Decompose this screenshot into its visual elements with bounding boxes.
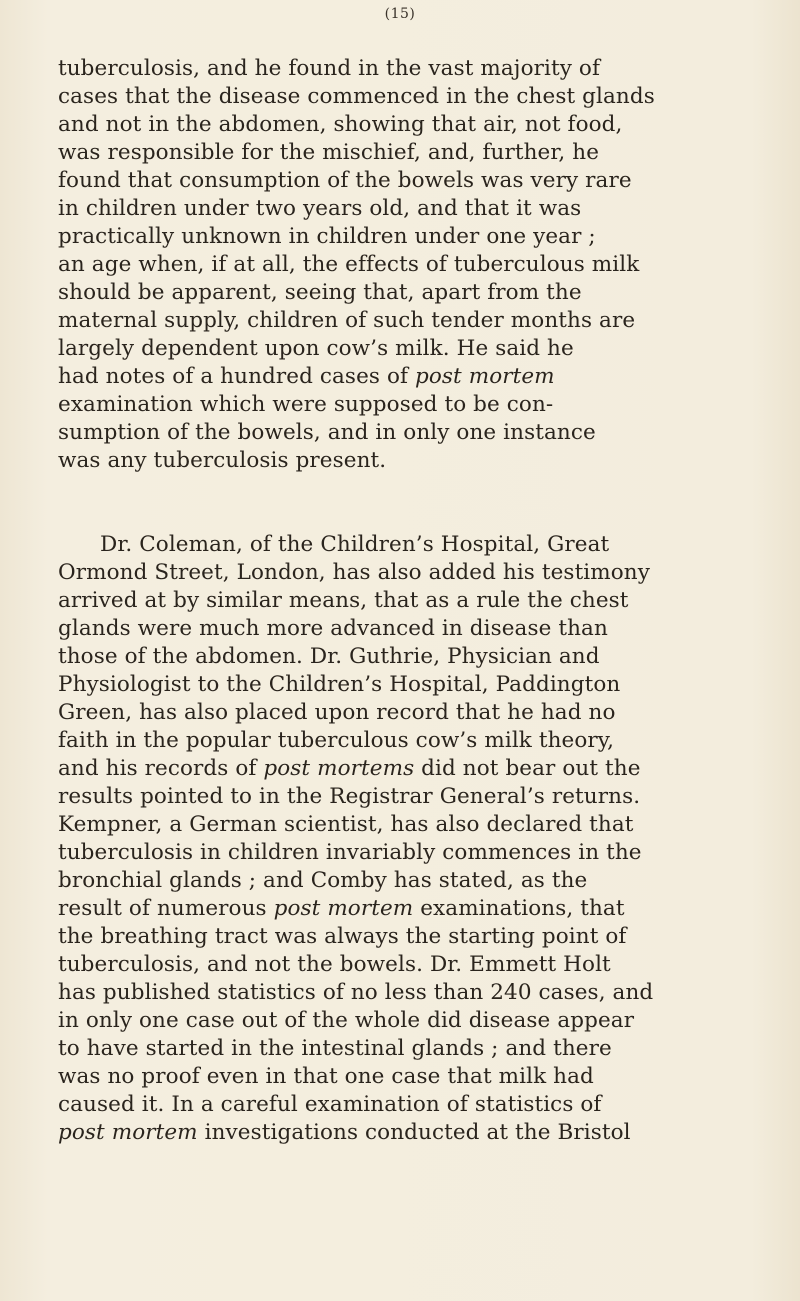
italic-term: post mortem <box>273 896 414 921</box>
text-line: sumption of the bowels, and in only one instance <box>58 420 596 445</box>
text-line <box>58 895 748 923</box>
text-line: bronchial glands ; and Comby has stated, as the <box>58 868 588 893</box>
text-line: found that consumption of the bowels was very rare <box>58 168 632 193</box>
text-line: examination which were supposed to be con- <box>58 392 554 417</box>
text-line: Kempner, a German scientist, has also declared that <box>58 812 634 837</box>
text-line: Dr. Coleman, of the Children’s Hospital, Great <box>100 532 610 557</box>
text-line: has published statistics of no less than 240 cases, and <box>58 980 654 1005</box>
text-line: was responsible for the mischief, and, further, he <box>58 140 600 165</box>
text-span: investigations conducted at the Bristol <box>197 1120 631 1145</box>
page-number: (15) <box>384 6 416 22</box>
text-line: and not in the abdomen, showing that air, not food, <box>58 112 623 137</box>
text-line: those of the abdomen. Dr. Guthrie, Physician and <box>58 644 600 669</box>
text-line: an age when, if at all, the effects of tuberculous milk <box>58 252 640 277</box>
text-span: did not bear out the <box>414 756 641 781</box>
text-line: practically unknown in children under one year ; <box>58 224 596 249</box>
text-span: result of numerous <box>58 896 274 921</box>
text-line: Ormond Street, London, has also added his testimony <box>58 560 651 585</box>
text-line: caused it. In a careful examination of statistics of <box>58 1092 602 1117</box>
text-line: Physiologist to the Children’s Hospital, Paddington <box>58 672 621 697</box>
text-line: was any tuberculosis present. <box>58 448 387 473</box>
text-line: arrived at by similar means, that as a rule the chest <box>58 588 629 613</box>
text-line: the breathing tract was always the starting point of <box>58 924 627 949</box>
text-line: was no proof even in that one case that milk had <box>58 1064 594 1089</box>
text-line: maternal supply, children of such tender months are <box>58 308 636 333</box>
text-line <box>58 363 748 391</box>
text-line: in only one case out of the whole did disease appear <box>58 1008 635 1033</box>
text-line: results pointed to in the Registrar General’s returns. <box>58 784 641 809</box>
text-line <box>58 755 748 783</box>
text-line: to have started in the intestinal glands ; and there <box>58 1036 612 1061</box>
text-line <box>58 1119 748 1147</box>
text-line: tuberculosis, and he found in the vast majority of <box>58 56 600 81</box>
text-line: tuberculosis, and not the bowels. Dr. Emmett Holt <box>58 952 611 977</box>
text-span: had notes of a hundred cases of <box>58 364 415 389</box>
text-line: largely dependent upon cow’s milk. He said he <box>58 336 574 361</box>
italic-term: post mortems <box>263 756 415 781</box>
text-span: and his records of <box>58 756 264 781</box>
italic-term: post mortem <box>415 364 555 389</box>
text-line: should be apparent, seeing that, apart from the <box>58 280 582 305</box>
italic-term: post mortem <box>58 1120 198 1145</box>
text-line: cases that the disease commenced in the chest glands <box>58 84 655 109</box>
text-line: tuberculosis in children invariably commences in the <box>58 840 642 865</box>
text-line: glands were much more advanced in disease than <box>58 616 608 641</box>
text-line: in children under two years old, and that it was <box>58 196 582 221</box>
text-line: faith in the popular tuberculous cow’s milk theory, <box>58 728 615 753</box>
text-line: Green, has also placed upon record that he had no <box>58 700 616 725</box>
text-span: examinations, that <box>413 896 625 921</box>
